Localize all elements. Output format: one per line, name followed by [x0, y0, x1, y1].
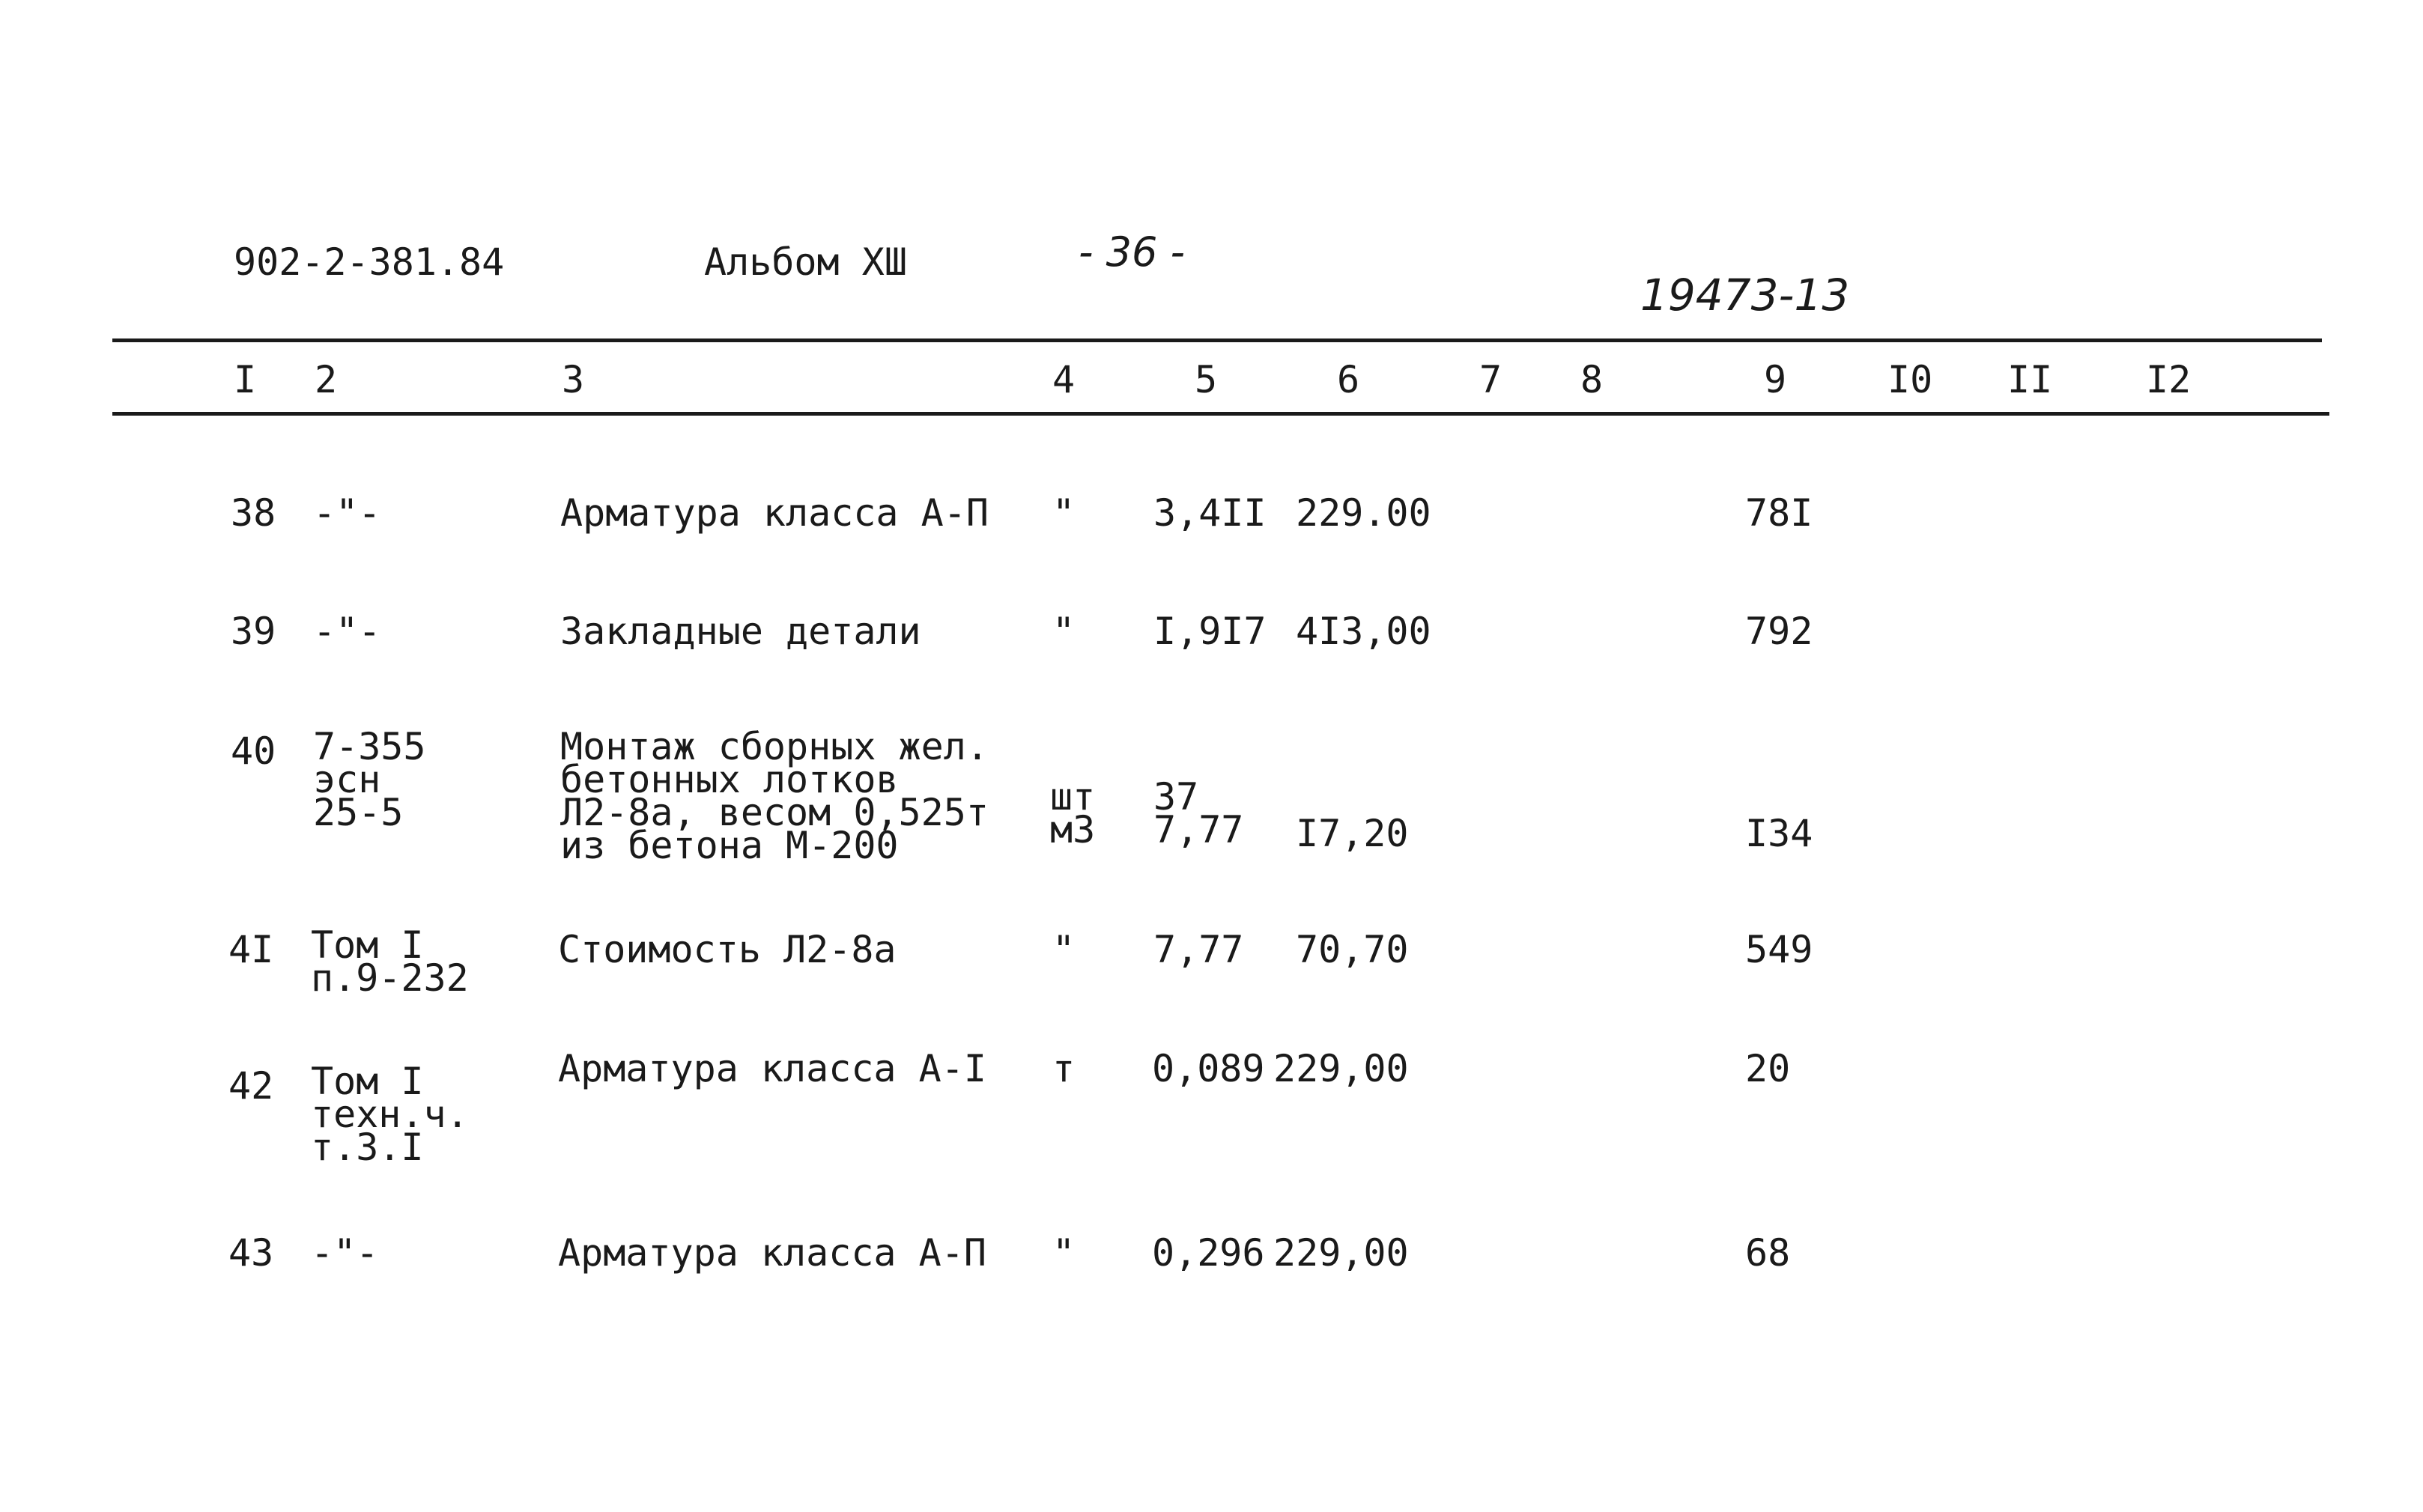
- row-description: Стоимость Л2-8а: [558, 928, 897, 971]
- row-unit-price: 229.00: [1296, 491, 1431, 535]
- row-unit: ": [1052, 610, 1076, 653]
- row-reference: 7-355 эсн 25-5: [313, 725, 426, 834]
- row-description: Арматура класса А-П: [558, 1231, 986, 1275]
- album-label: Альбом XШ: [704, 240, 907, 284]
- row-reference: -"-: [313, 491, 381, 535]
- col-header-3: 3: [562, 358, 585, 401]
- col-header-1: I: [234, 358, 257, 401]
- row-unit: ": [1052, 491, 1076, 535]
- row-total: 68: [1745, 1231, 1791, 1275]
- row-quantity: 37 7,77: [1153, 775, 1244, 851]
- row-reference: Том I техн.ч. т.3.I: [311, 1060, 469, 1169]
- col-header-7: 7: [1479, 358, 1502, 401]
- col-header-6: 6: [1337, 358, 1360, 401]
- row-number: 38: [231, 491, 276, 535]
- row-number: 4I: [228, 928, 274, 971]
- row-number: 42: [228, 1064, 274, 1108]
- handwritten-reference: 19473-13: [1640, 270, 1850, 321]
- row-unit: шт м3: [1050, 775, 1096, 851]
- table-header-bottom-rule: [112, 412, 2329, 416]
- col-header-8: 8: [1580, 358, 1604, 401]
- row-unit: т: [1052, 1047, 1076, 1090]
- row-unit-price: 70,70: [1296, 928, 1409, 971]
- page-number: - 36 -: [1079, 228, 1186, 276]
- row-quantity: 7,77: [1153, 928, 1244, 971]
- row-quantity: 0,296: [1152, 1231, 1265, 1275]
- row-description: Арматура класса А-П: [560, 491, 989, 535]
- row-number: 39: [231, 610, 276, 653]
- row-number: 43: [228, 1231, 274, 1275]
- row-reference: -"-: [313, 610, 381, 653]
- row-total: 78I: [1745, 491, 1813, 535]
- row-total: 792: [1745, 610, 1813, 653]
- row-unit-price: I7,20: [1296, 812, 1409, 855]
- row-description: Арматура класса А-I: [558, 1047, 986, 1090]
- row-unit-price: 229,00: [1273, 1047, 1409, 1090]
- row-total: 549: [1745, 928, 1813, 971]
- row-unit-price: 229,00: [1273, 1231, 1409, 1275]
- row-quantity: 0,089: [1152, 1047, 1265, 1090]
- row-number: 40: [231, 729, 276, 773]
- col-header-11: II: [2007, 358, 2053, 401]
- row-reference: Том I п.9-232: [311, 923, 469, 1000]
- col-header-5: 5: [1195, 358, 1218, 401]
- col-header-10: I0: [1887, 358, 1933, 401]
- row-reference: -"-: [311, 1231, 379, 1275]
- row-total: I34: [1745, 812, 1813, 855]
- row-quantity: 3,4II: [1153, 491, 1267, 535]
- row-quantity: I,9I7: [1153, 610, 1267, 653]
- table-top-rule: [112, 338, 2322, 342]
- row-unit: ": [1052, 928, 1076, 971]
- row-description: Монтаж сборных жел. бетонных лотков Л2-8а, весом 0,525т из бетона М-200: [560, 725, 989, 867]
- row-unit-price: 4I3,00: [1296, 610, 1431, 653]
- row-total: 20: [1745, 1047, 1791, 1090]
- row-unit: ": [1052, 1231, 1076, 1275]
- doc-code: 902-2-381.84: [234, 240, 505, 284]
- col-header-4: 4: [1052, 358, 1076, 401]
- col-header-12: I2: [2146, 358, 2192, 401]
- row-description: Закладные детали: [560, 610, 921, 653]
- col-header-2: 2: [315, 358, 338, 401]
- col-header-9: 9: [1764, 358, 1787, 401]
